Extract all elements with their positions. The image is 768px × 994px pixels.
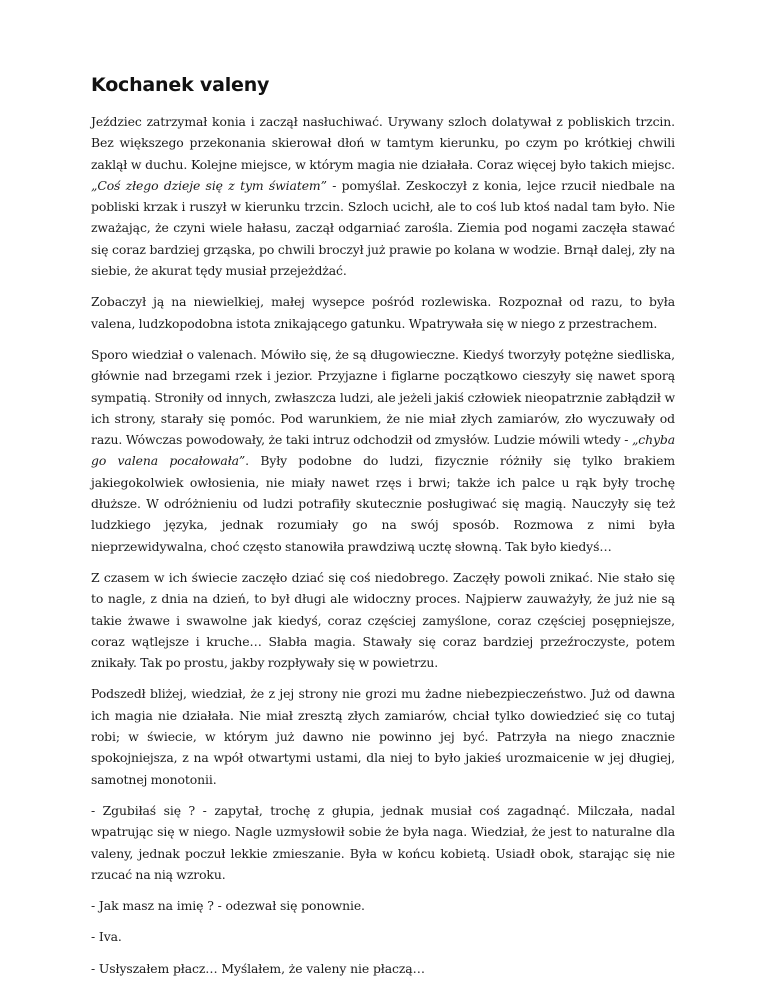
paragraph-text: Z czasem w ich świecie zaczęło dziać się coś niedobrego. Zaczęły powoli znikać. Nie stało się to nagle, z dnia na dzień, to był długi ale widoczny proces. Najpierw zauważyły, że już nie są takie żwawe i swawolne jak kiedyś, coraz częściej zamyślone, coraz częściej posępniejsze, coraz wątlejsze i kruche… Słabła magia. Stawały się coraz bardziej przeźroczyste, potem znikały. Tak po prostu, jakby rozpływały się w powietrzu. [91,569,675,671]
italic-saying: „chyba go valena pocałowała” [91,432,675,469]
paragraph-2 [91,291,675,334]
paragraph-4 [91,567,675,673]
paragraph-text: Jeździec zatrzymał konia i zaczął nasłuchiwać. Urywany szloch dolatywał z pobliskich trzcin. Bez większego przekonania skierował dłoń w tamtym kierunku, po czym po krótkiej chwili zaklął w duchu. Kolejne miejsce, w którym magia nie działała. Coraz więcej było takich miejsc. [91,114,675,172]
paragraph-text: Zobaczył ją na niewielkiej, małej wysepce pośród rozlewiska. Rozpoznał od razu, to była valena, ludzkopodobna istota znikającego gatunku. Wpatrywała się w niego z przestrachem. [91,294,675,331]
paragraph-text: - Zgubiłaś się ? - zapytał, trochę z głupia, jednak musiał coś zagadnąć. Milczała, nadal wpatrując się w niego. Nagle uzmysłowił sobie że była naga. Wiedział, że jest to naturalne dla valeny, jednak poczuł lekkie zmieszanie. Była w końcu kobietą. Usiadł obok, starając się nie rzucać na nią wzroku. [91,802,675,882]
paragraph-3 [91,344,675,557]
paragraph-text: - pomyślał. Zeskoczył z konia, lejce rzucił niedbale na pobliski krzak i ruszył w kierunku trzcin. Szloch ucichł, ale to coś lub ktoś nadal tam było. Nie zważając, że czyni wiele hałasu, zaczął odgarniać zarośla. Ziemia pod nogami zaczęła stawać się coraz bardziej grząska, po chwili broczył już prawie po kolana w wodzie. Brnął dalej, zły na siebie, że akurat tędy musiał przejeżdżać. [91,177,676,279]
paragraph-text: . Były podobne do ludzi, fizycznie różniły się tylko brakiem jakiegokolwiek owłosienia, nie miały nawet rzęs i brwi; także ich palce u rąk były trochę dłuższe. W odróżnieniu od ludzi potrafiły skutecznie posługiwać się magią. Nauczyły się też ludzkiego języka, jednak rozumiały go na swój sposób. Rozmowa z nimi była nieprzewidywalna, choć często stanowiła prawdziwą ucztę słowną. Tak było kiedyś… [91,453,675,554]
paragraph-5 [91,683,675,789]
italic-thought: „Coś złego dzieje się z tym światem” [91,177,327,193]
paragraph-1 [91,111,675,281]
document-page [91,72,675,989]
paragraph-text: Podszedł bliżej, wiedział, że z jej strony nie grozi mu żadne niebezpieczeństwo. Już od dawna ich magia nie działała. Nie miał zresztą złych zamiarów, chciał tylko dowiedzieć się co tutaj robi; w świecie, w którym już dawno nie powinno jej być. Patrzyła na niego znacznie spokojniejsza, z na wpół otwartymi ustami, dla niej to było jakieś urozmaicenie w jej długiej, samotnej monotonii. [91,686,675,787]
dialogue-line-3: - Usłyszałem płacz… Myślałem, że valeny nie płaczą… [91,960,425,976]
dialogue-line-1: - Jak masz na imię ? - odezwał się ponownie. [91,898,365,914]
page-title: Kochanek valeny [91,74,270,96]
dialogue-line-2: - Iva. [91,929,122,945]
paragraph-text: Sporo wiedział o valenach. Mówiło się, że są długowieczne. Kiedyś tworzyły potężne siedliska, głównie nad brzegami rzek i jezior. Przyjazne i figlarne początkowo cieszyły się nawet sporą sympatią. Stroniły od innych, zwłaszcza ludzi, ale jeżeli jakiś człowiek nieopatrznie zabłądził w ich strony, starały się pomóc. Pod warunkiem, że nie miał złych zamiarów, zło wyczuwały od razu. Wówczas powodowały, że taki intruz odchodził od zmysłów. Ludzie mówili wtedy - [91,346,675,448]
paragraph-6 [91,800,675,885]
